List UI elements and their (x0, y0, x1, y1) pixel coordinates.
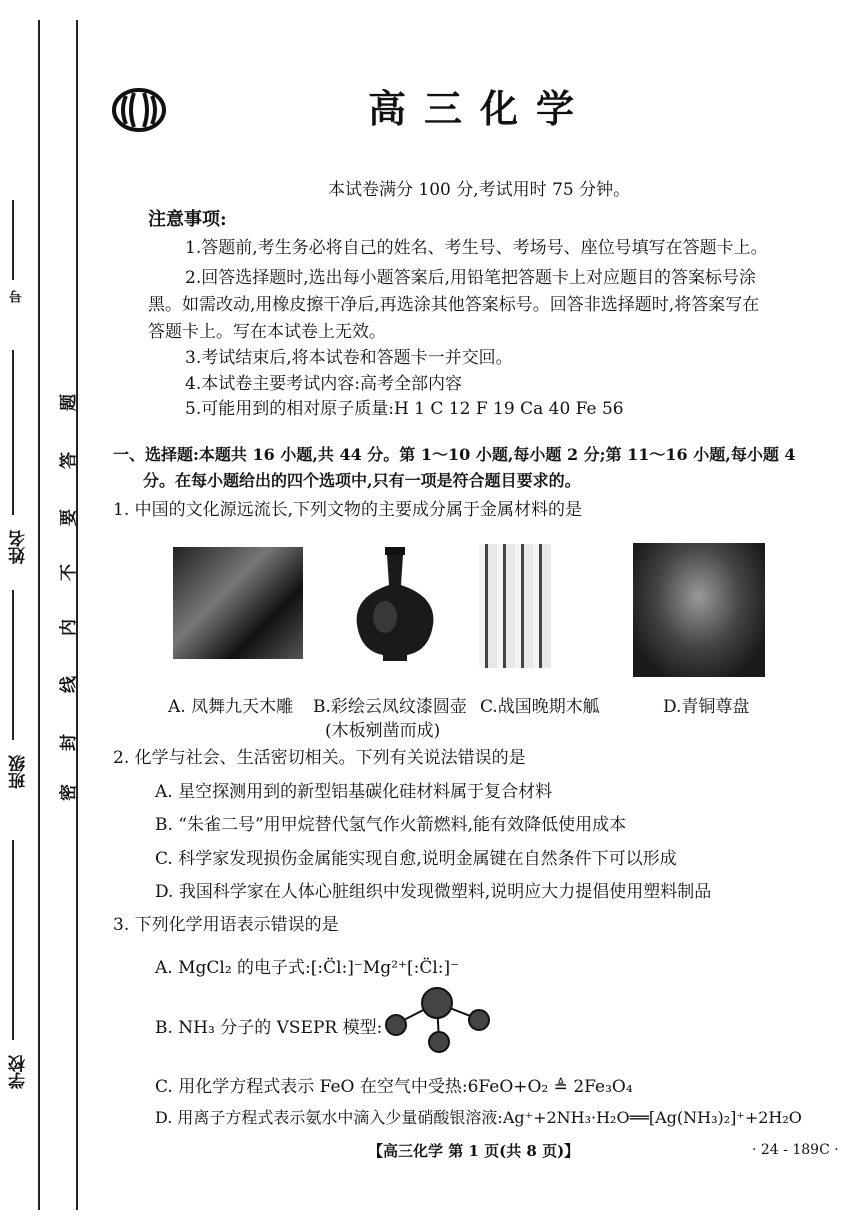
page-footer: 【高三化学 第 1 页(共 8 页)】 (368, 1142, 580, 1160)
name-label: 姓名 (9, 530, 29, 564)
exam-logo-icon (112, 88, 166, 132)
binding-line-inner (76, 20, 78, 1210)
question-option: C. 科学家发现损伤金属能实现自愈,说明金属键在自然条件下可以形成 (155, 849, 677, 869)
option-b-note: (木板剜凿而成) (325, 721, 441, 741)
option-a-caption: A. 凤舞九天木雕 (168, 697, 294, 717)
binding-char: 线 (59, 676, 79, 693)
binding-char: 不 (59, 564, 79, 581)
binding-char: 内 (59, 619, 79, 636)
bronze-vessel-image (633, 543, 765, 677)
lacquer-pot-image (345, 545, 445, 663)
note-line: 5.可能用到的相对原子质量:H 1 C 12 F 19 Ca 40 Fe 56 (185, 399, 624, 419)
school-label: 学校 (9, 1055, 29, 1089)
binding-char: 封 (59, 734, 79, 751)
page-title: 高三化学 (368, 86, 593, 131)
exam-intro: 本试卷满分 100 分,考试用时 75 分钟。 (328, 180, 631, 200)
question-option: D. 我国科学家在人体心脏组织中发现微塑料,说明应大力提倡使用塑料制品 (155, 882, 712, 902)
number-underline (12, 200, 14, 280)
binding-char: 要 (59, 509, 79, 526)
question-option: C. 用化学方程式表示 FeO 在空气中受热:6FeO+O₂ ≜ 2Fe₃O₄ (155, 1077, 633, 1097)
section-heading: 一、选择题:本题共 16 小题,共 44 分。第 1～10 小题,每小题 2 分;第 11～16 小题,每小题 4 (113, 445, 796, 464)
question-option: B. “朱雀二号”用甲烷替代氢气作火箭燃料,能有效降低使用成本 (155, 815, 627, 835)
class-underline (12, 590, 14, 740)
option-c-caption: C.战国晚期木觚 (480, 697, 600, 717)
wooden-gu-image (479, 544, 551, 668)
question-option: A. MgCl₂ 的电子式:[:C̈l:]⁻Mg²⁺[:C̈l:]⁻ (155, 958, 460, 978)
school-underline (12, 840, 14, 1040)
wood-carving-image (173, 547, 303, 659)
note-line: 1.答题前,考生务必将自己的姓名、考生号、考场号、座位号填写在答题卡上。 (185, 238, 768, 258)
class-label: 班级 (9, 755, 29, 789)
note-line: 2.回答选择题时,选出每小题答案后,用铅笔把答题卡上对应题目的答案标号涂 (185, 268, 757, 288)
note-line: 黑。如需改动,用橡皮擦干净后,再选涂其他答案标号。回答非选择题时,将答案写在 (148, 295, 760, 315)
question-stem: 1. 中国的文化源远流长,下列文物的主要成分属于金属材料的是 (113, 500, 583, 520)
notes-title: 注意事项: (148, 209, 227, 230)
question-stem: 2. 化学与社会、生活密切相关。下列有关说法错误的是 (113, 748, 526, 768)
binding-char: 题 (59, 394, 79, 411)
question-option: B. NH₃ 分子的 VSEPR 模型: (155, 1018, 383, 1038)
note-line: 3.考试结束后,将本试卷和答题卡一并交回。 (185, 348, 513, 368)
question-stem: 3. 下列化学用语表示错误的是 (113, 915, 339, 935)
exam-code: · 24 - 189C · (752, 1142, 839, 1158)
section-heading: 分。在每小题给出的四个选项中,只有一项是符合题目要求的。 (143, 471, 581, 490)
binding-char: 答 (59, 452, 79, 469)
option-d-caption: D.青铜尊盘 (663, 697, 750, 717)
question-option: A. 星空探测用到的新型铝基碳化硅材料属于复合材料 (155, 782, 553, 802)
number-label: 号 (10, 290, 25, 303)
question-option: D. 用离子方程式表示氨水中滴入少量硝酸银溶液:Ag⁺+2NH₃·H₂O══[Ag(NH₃)₂]⁺+2H₂O (155, 1108, 802, 1127)
note-line: 4.本试卷主要考试内容:高考全部内容 (185, 374, 462, 394)
binding-line-outer (38, 20, 40, 1210)
note-line: 答题卡上。写在本试卷上无效。 (148, 322, 386, 342)
option-b-caption: B.彩绘云凤纹漆圆壶 (313, 697, 467, 717)
name-underline (12, 350, 14, 515)
binding-char: 密 (59, 784, 79, 801)
vsepr-model-diagram (382, 985, 494, 1055)
